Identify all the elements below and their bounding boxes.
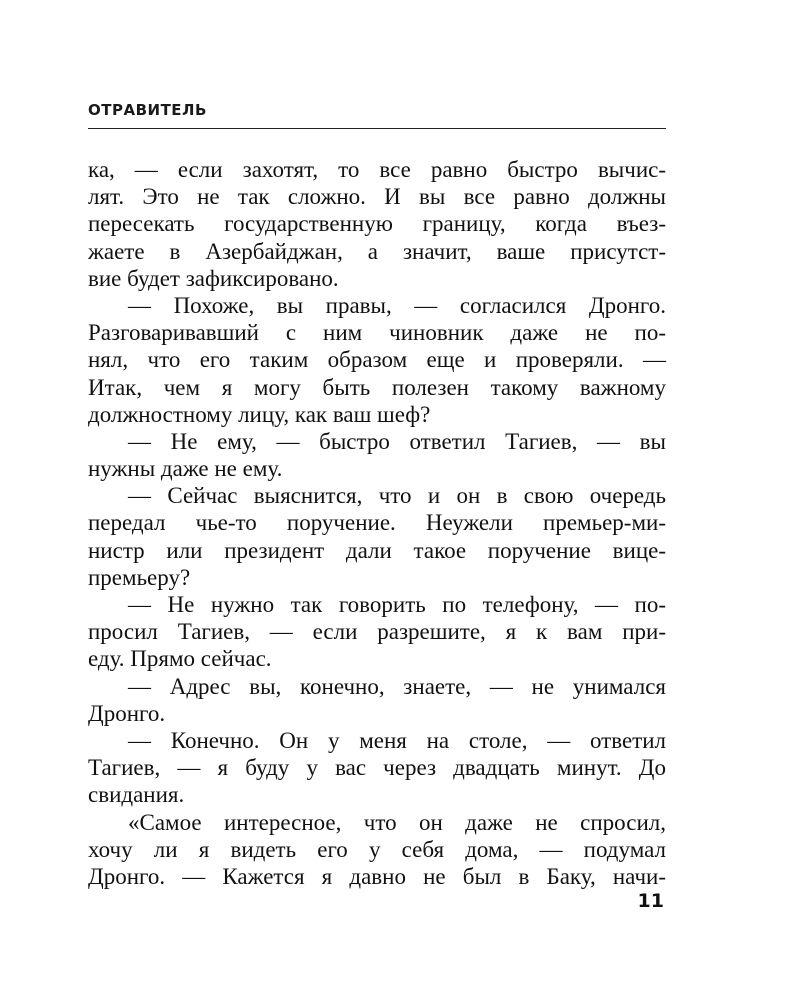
text-line: хочу ли я видеть его у себя дома, — подумал bbox=[88, 836, 666, 862]
text-line: — Не нужно так говорить по телефону, — по- bbox=[128, 592, 666, 617]
text-line: премьеру? bbox=[88, 564, 191, 590]
text-line: нистр или президент дали такое поручение вице- bbox=[88, 537, 666, 563]
text-line: нужны даже не ему. bbox=[88, 456, 283, 482]
text-line: свидания. bbox=[88, 782, 185, 808]
text-line: Итак, чем я могу быть полезен такому важному bbox=[88, 374, 666, 400]
text-line: Дронго. bbox=[88, 700, 166, 726]
body-text bbox=[88, 156, 666, 890]
text-line: лят. Это не так сложно. И вы все равно должны bbox=[88, 184, 666, 210]
text-line: — Сейчас выяснится, что и он в свою очередь bbox=[128, 483, 666, 509]
text-line: ка, — если захотят, то все равно быстро вычис- bbox=[88, 157, 666, 182]
text-line: вие будет зафиксировано. bbox=[88, 265, 339, 291]
text-line: — Адрес вы, конечно, знаете, — не унимался bbox=[128, 673, 666, 699]
text-line: нял, что его таким образом еще и проверяли. — bbox=[88, 347, 666, 373]
text-line: Дронго. — Кажется я давно не был в Баку, начи- bbox=[88, 863, 666, 889]
header-rule bbox=[88, 128, 666, 129]
text-line: — Не ему, — быстро ответил Тагиев, — вы bbox=[128, 428, 666, 454]
text-line: — Похоже, вы правы, — согласился Дронго. bbox=[128, 292, 666, 318]
text-line: должностному лицу, как ваш шеф? bbox=[88, 401, 431, 427]
text-line: Тагиев, — я буду у вас через двадцать минут. До bbox=[88, 755, 666, 781]
text-line: просил Тагиев, — если разрешите, я к вам при- bbox=[88, 619, 666, 645]
text-line: передал чье-то поручение. Неужели премьер-ми- bbox=[88, 510, 666, 536]
page-number: 11 bbox=[637, 890, 664, 912]
text-line: «Самое интересное, что он даже не спросил, bbox=[128, 809, 666, 835]
text-line: Разговаривавший с ним чиновник даже не по- bbox=[88, 320, 666, 346]
text-line: — Конечно. Он у меня на столе, — ответил bbox=[128, 727, 666, 753]
running-head: ОТРАВИТЕЛЬ bbox=[88, 101, 207, 119]
text-line: еду. Прямо сейчас. bbox=[88, 646, 272, 672]
text-line: жаете в Азербайджан, а значит, ваше присутст- bbox=[88, 238, 666, 264]
text-line: пересекать государственную границу, когда въез- bbox=[88, 211, 666, 237]
